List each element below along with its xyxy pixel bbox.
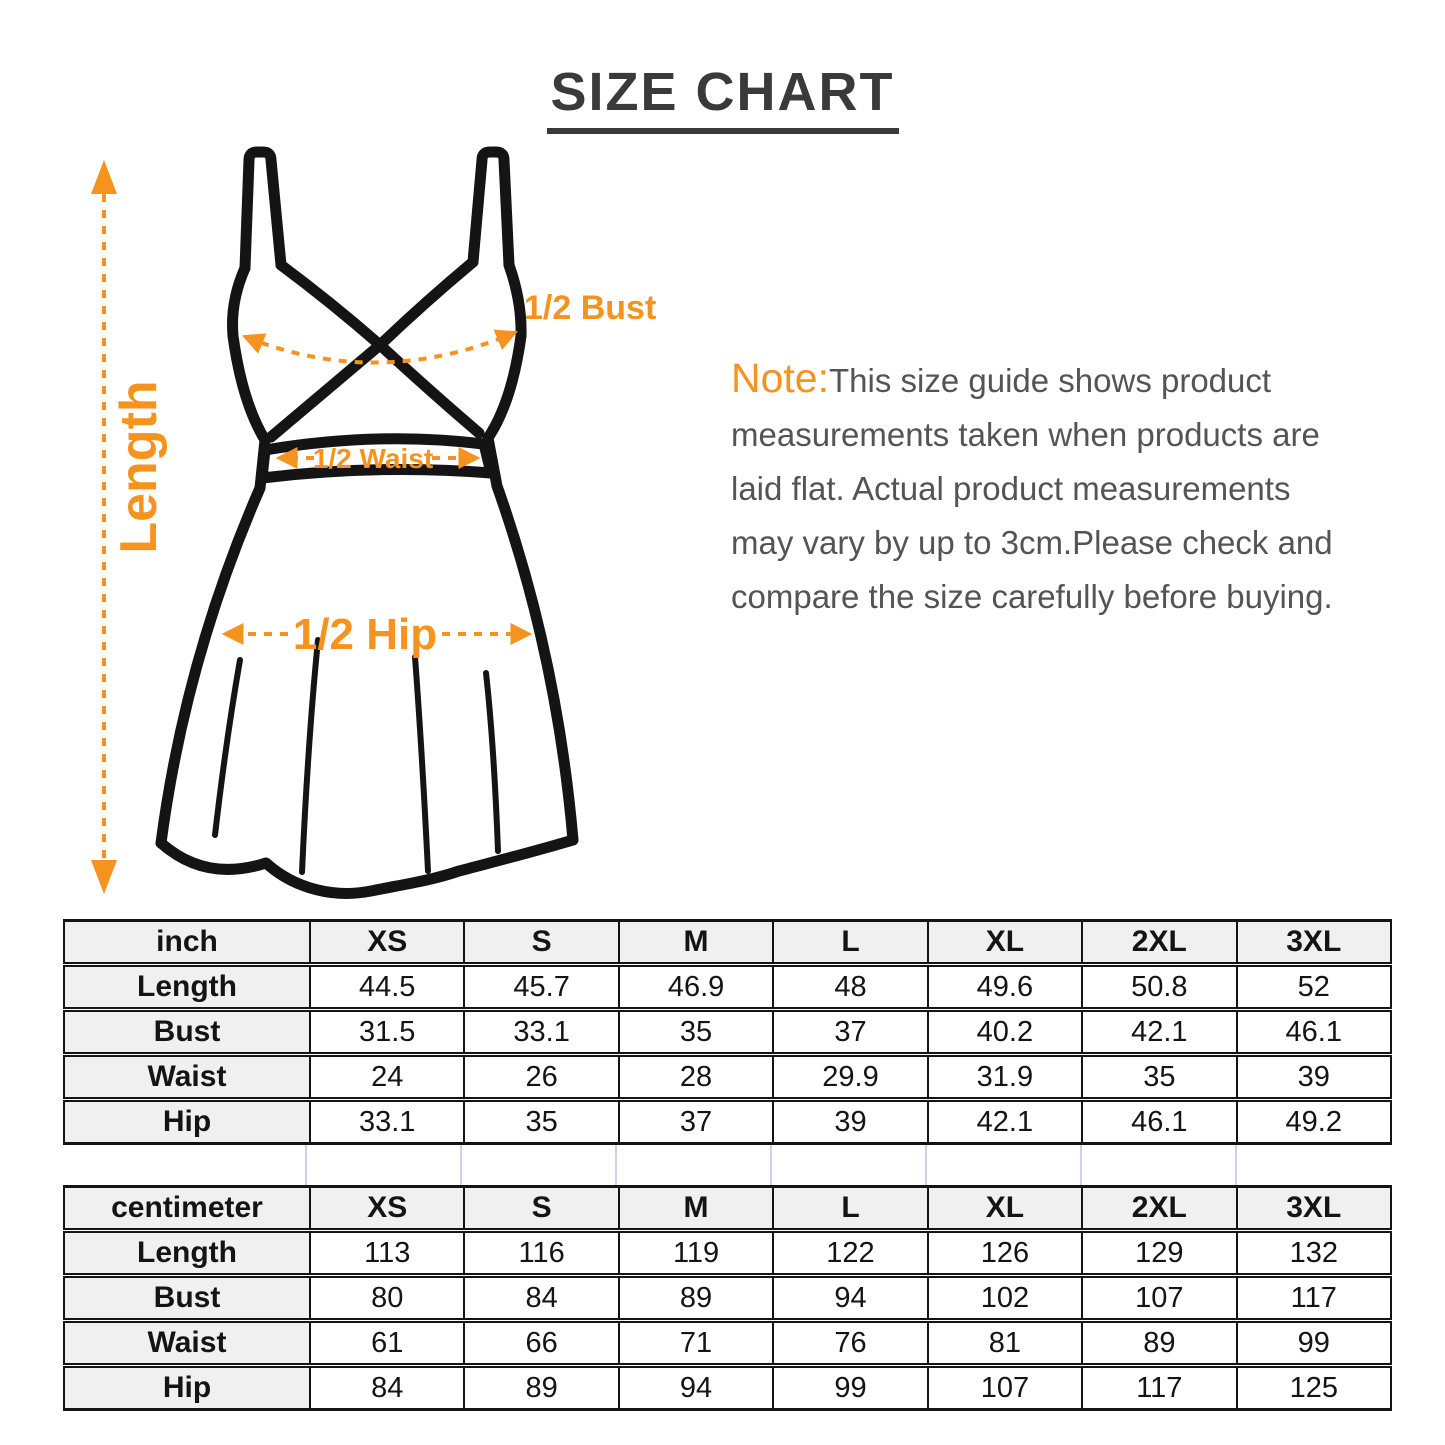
measurement-value: 89 [1082, 1321, 1236, 1366]
measurement-value: 49.2 [1237, 1100, 1391, 1144]
measurement-value: 89 [464, 1366, 618, 1410]
measurement-value: 29.9 [773, 1055, 927, 1100]
measurement-value: 46.1 [1082, 1100, 1236, 1144]
table-gap-cell [772, 1145, 927, 1185]
length-label: Length [110, 380, 168, 554]
table-row [64, 965, 1391, 1010]
size-header: S [464, 921, 618, 965]
measurement-value: 113 [310, 1231, 464, 1276]
measurement-value: 31.5 [310, 1010, 464, 1055]
dress-outline [161, 152, 573, 893]
measurement-value: 125 [1237, 1366, 1391, 1410]
size-header: XL [928, 921, 1082, 965]
table-gap-cell [617, 1145, 772, 1185]
measurement-value: 49.6 [928, 965, 1082, 1010]
title-wrap [0, 64, 1445, 134]
table-row [64, 1100, 1391, 1144]
note-line: may vary by up to 3cm.Please check and [731, 524, 1333, 561]
measurement-value: 31.9 [928, 1055, 1082, 1100]
table-gap [63, 1145, 1392, 1185]
measurement-value: 33.1 [464, 1010, 618, 1055]
measurement-value: 99 [773, 1366, 927, 1410]
tables [63, 919, 1392, 1411]
dress-measurement-diagram [60, 140, 700, 930]
measurement-value: 94 [773, 1276, 927, 1321]
table-gap-cell [1237, 1145, 1392, 1185]
size-header: XL [928, 1187, 1082, 1231]
unit-header: centimeter [64, 1187, 310, 1231]
size-table-inch [63, 919, 1392, 1145]
row-label: Length [64, 965, 310, 1010]
measurement-value: 46.9 [619, 965, 773, 1010]
measurement-value: 35 [464, 1100, 618, 1144]
measurement-value: 42.1 [928, 1100, 1082, 1144]
size-table-centimeter [63, 1185, 1392, 1411]
measurement-value: 39 [1237, 1055, 1391, 1100]
measurement-value: 76 [773, 1321, 927, 1366]
measurement-value: 107 [1082, 1276, 1236, 1321]
note-line: This size guide shows product [829, 362, 1272, 399]
size-header: XS [310, 921, 464, 965]
measurement-value: 39 [773, 1100, 927, 1144]
table-gap-cell [63, 1145, 307, 1185]
size-header: 2XL [1082, 921, 1236, 965]
measurement-value: 24 [310, 1055, 464, 1100]
table-header-row [64, 921, 1391, 965]
table-header-row [64, 1187, 1391, 1231]
measurement-value: 94 [619, 1366, 773, 1410]
row-label: Waist [64, 1321, 310, 1366]
measurement-value: 35 [619, 1010, 773, 1055]
measurement-value: 33.1 [310, 1100, 464, 1144]
row-label: Hip [64, 1100, 310, 1144]
measurement-value: 45.7 [464, 965, 618, 1010]
row-label: Bust [64, 1276, 310, 1321]
measurement-value: 129 [1082, 1231, 1236, 1276]
measurement-value: 117 [1237, 1276, 1391, 1321]
size-header: L [773, 1187, 927, 1231]
measurement-value: 37 [619, 1100, 773, 1144]
measurement-value: 40.2 [928, 1010, 1082, 1055]
size-header: XS [310, 1187, 464, 1231]
measurement-value: 66 [464, 1321, 618, 1366]
table-row [64, 1010, 1391, 1055]
hip-label: 1/2 Hip [292, 610, 438, 659]
table-row [64, 1276, 1391, 1321]
table-gap-cell [307, 1145, 462, 1185]
measurement-value: 84 [310, 1366, 464, 1410]
measurement-value: 42.1 [1082, 1010, 1236, 1055]
table-row [64, 1055, 1391, 1100]
measurement-value: 122 [773, 1231, 927, 1276]
table-gap-cell [1082, 1145, 1237, 1185]
size-header: M [619, 921, 773, 965]
row-label: Bust [64, 1010, 310, 1055]
table-gap-cell [462, 1145, 617, 1185]
table-row [64, 1321, 1391, 1366]
measurement-value: 46.1 [1237, 1010, 1391, 1055]
size-header: S [464, 1187, 618, 1231]
note-line: measurements taken when products are [731, 416, 1320, 453]
size-header: 2XL [1082, 1187, 1236, 1231]
measurement-value: 52 [1237, 965, 1391, 1010]
measurement-value: 99 [1237, 1321, 1391, 1366]
table-row [64, 1231, 1391, 1276]
measurement-value: 35 [1082, 1055, 1236, 1100]
measurement-value: 102 [928, 1276, 1082, 1321]
row-label: Length [64, 1231, 310, 1276]
table-gap-cell [927, 1145, 1082, 1185]
measurement-value: 71 [619, 1321, 773, 1366]
note-line: compare the size carefully before buying. [731, 578, 1333, 615]
measurement-value: 50.8 [1082, 965, 1236, 1010]
table-row [64, 1366, 1391, 1410]
page-title: SIZE CHART [547, 64, 899, 134]
measurement-value: 61 [310, 1321, 464, 1366]
measurement-value: 107 [928, 1366, 1082, 1410]
measurement-value: 80 [310, 1276, 464, 1321]
waist-label: 1/2 Waist [312, 443, 434, 474]
measurement-value: 84 [464, 1276, 618, 1321]
note-label: Note: [731, 355, 829, 401]
size-header: 3XL [1237, 1187, 1391, 1231]
size-header: 3XL [1237, 921, 1391, 965]
measurement-value: 44.5 [310, 965, 464, 1010]
unit-header: inch [64, 921, 310, 965]
measurement-value: 117 [1082, 1366, 1236, 1410]
row-label: Hip [64, 1366, 310, 1410]
measurement-value: 26 [464, 1055, 618, 1100]
measurement-value: 132 [1237, 1231, 1391, 1276]
measurement-value: 116 [464, 1231, 618, 1276]
note-line: laid flat. Actual product measurements [731, 470, 1291, 507]
size-header: M [619, 1187, 773, 1231]
size-header: L [773, 921, 927, 965]
row-label: Waist [64, 1055, 310, 1100]
measurement-value: 37 [773, 1010, 927, 1055]
measurement-value: 119 [619, 1231, 773, 1276]
measurement-value: 48 [773, 965, 927, 1010]
measurement-value: 28 [619, 1055, 773, 1100]
note-paragraph [731, 351, 1403, 624]
bust-label: 1/2 Bust [524, 289, 657, 327]
measurement-value: 89 [619, 1276, 773, 1321]
measurement-value: 126 [928, 1231, 1082, 1276]
measurement-value: 81 [928, 1321, 1082, 1366]
